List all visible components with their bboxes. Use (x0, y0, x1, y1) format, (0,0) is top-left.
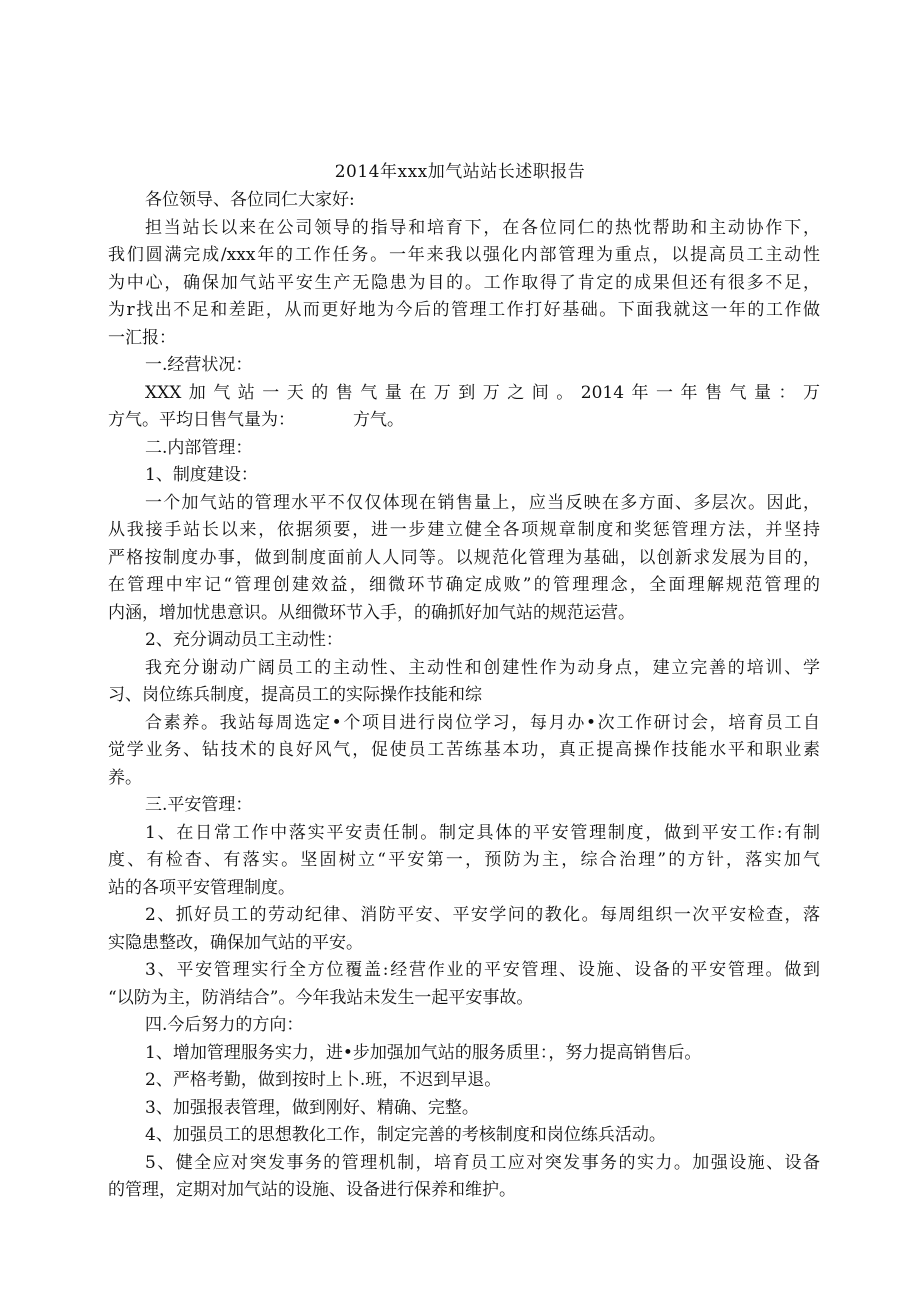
paragraph-line: 在管理中牢记“管理创建效益，细微环节确定成败”的管理理念，全面理解规范管理的 (108, 575, 820, 595)
section2-heading: 二.内部管理： (145, 437, 253, 458)
safety-item-line: 1、在日常工作中落实平安责任制。制定具体的平安管理制度，做到平安工作:有制 (145, 822, 820, 843)
daily-sales-line (108, 407, 820, 435)
paragraph-line: 一个加气站的管理水平不仅仅体现在销售量上，应当反映在多方面、多层次。因此， (145, 492, 820, 513)
paragraph-line: 觉学业务、钻技术的良好风气，促使员工苦练基本功，真正提高操作技能水平和职业素 (108, 740, 820, 760)
safety-item-line: 2、抓好员工的劳动纪律、消防平安、平安学问的教化。每周组织一次平安检查，落 (145, 905, 820, 925)
document-body (108, 187, 820, 1205)
intro-line: 一汇报： (108, 327, 176, 348)
sales-volume-text: XXX加气站一天的售气量在万到万之间。2014年一年售气量： (145, 382, 803, 403)
section4-heading: 四.今后努力的方向： (145, 1015, 304, 1035)
greeting: 各位领导、各位同仁大家好: (145, 190, 355, 210)
paragraph-line: 习、岗位练兵制度，提高员工的实际操作技能和综 (108, 685, 482, 705)
document-title: 2014年xxx加气站站长述职报告 (334, 162, 586, 182)
intro-line: 为r找出不足和差距，从而更好地为今后的管理工作打好基础。下面我就这一年的工作做 (108, 300, 820, 320)
intro-line: 担当站长以来在公司领导的指导和培育下，在各位同仁的热忱帮助和主动协作下， (145, 217, 820, 238)
direction-item: 4、加强员工的思想教化工作，制定完善的考核制度和岗位练兵活动。 (145, 1125, 666, 1145)
direction-item: 的管理，定期对加气站的设施、设备进行保养和维护。 (108, 1180, 516, 1200)
paragraph-line: 严格按制度办事，做到制度面前人人同等。以规范化管理为基础，以创新求发展为目的， (108, 547, 820, 568)
intro-line: 我们圆满完成/xxx年的工作任务。一年来我以强化内部管理为重点，以提高员工主动性 (108, 245, 820, 265)
direction-item: 1、增加管理服务实力，进•步加强加气站的服务质里：，努力提高销售后。 (145, 1042, 702, 1063)
section3-heading: 三.平安管理： (145, 795, 253, 815)
safety-item-line: 3、平安管理实行全方位覆盖:经营作业的平安管理、设施、设备的平安管理。做到 (145, 960, 820, 980)
direction-item: 2、严格考勤，做到按时上卜.班，不迟到早退。 (145, 1070, 502, 1090)
paragraph-line: 合素养。我站每周选定•个项目进行岗位学习，每月办•次工作研讨会，培育员工自 (145, 712, 820, 733)
direction-item: 5、健全应对突发事务的管理机制，培育员工应对突发事务的实力。加强设施、设备 (145, 1152, 820, 1173)
paragraph-line: 从我接手站长以来，依据须要，进一步建立健全各项规章制度和奖惩管理方法，并坚持 (108, 520, 820, 540)
intro-line: 为中心，确保加气站平安生产无隐患为目的。工作取得了肯定的成果但还有很多不足， (108, 272, 820, 293)
safety-item-line: 度、有检杳、有落实。坚固树立“平安第一，预防为主，综合治理”的方针，落实加气 (108, 850, 820, 870)
section2-sub1: 1、制度建设： (145, 465, 258, 485)
sales-volume-unit: 万 (803, 382, 820, 403)
direction-item: 3、加强报表管理，做到刚好、精确、完整。 (145, 1097, 479, 1118)
paragraph-line: 内涵，增加忧患意识。从细微环节入手，的确抓好加气站的规范运营。 (108, 602, 635, 623)
section2-sub2: 2、充分调动员工主动性： (145, 630, 343, 650)
safety-item-line: 站的各项平安管理制度。 (108, 877, 295, 898)
sales-volume-line (108, 380, 820, 408)
daily-sales-unit: 方气。 (353, 410, 404, 430)
daily-sales-text: 方气。平均日售气量为： (108, 410, 295, 430)
safety-item-line: 实隐患整改，确保加气站的平安。 (108, 932, 363, 953)
paragraph-line: 养。 (108, 767, 142, 788)
paragraph-line: 我充分谢动广阔员工的主动性、主动性和创建性作为动身点，建立完善的培训、学 (145, 657, 820, 678)
safety-item-line: “以防为主，防消结合”。今年我站未发生一起平安事故。 (108, 987, 534, 1008)
section1-heading: 一.经营状况： (145, 355, 253, 375)
